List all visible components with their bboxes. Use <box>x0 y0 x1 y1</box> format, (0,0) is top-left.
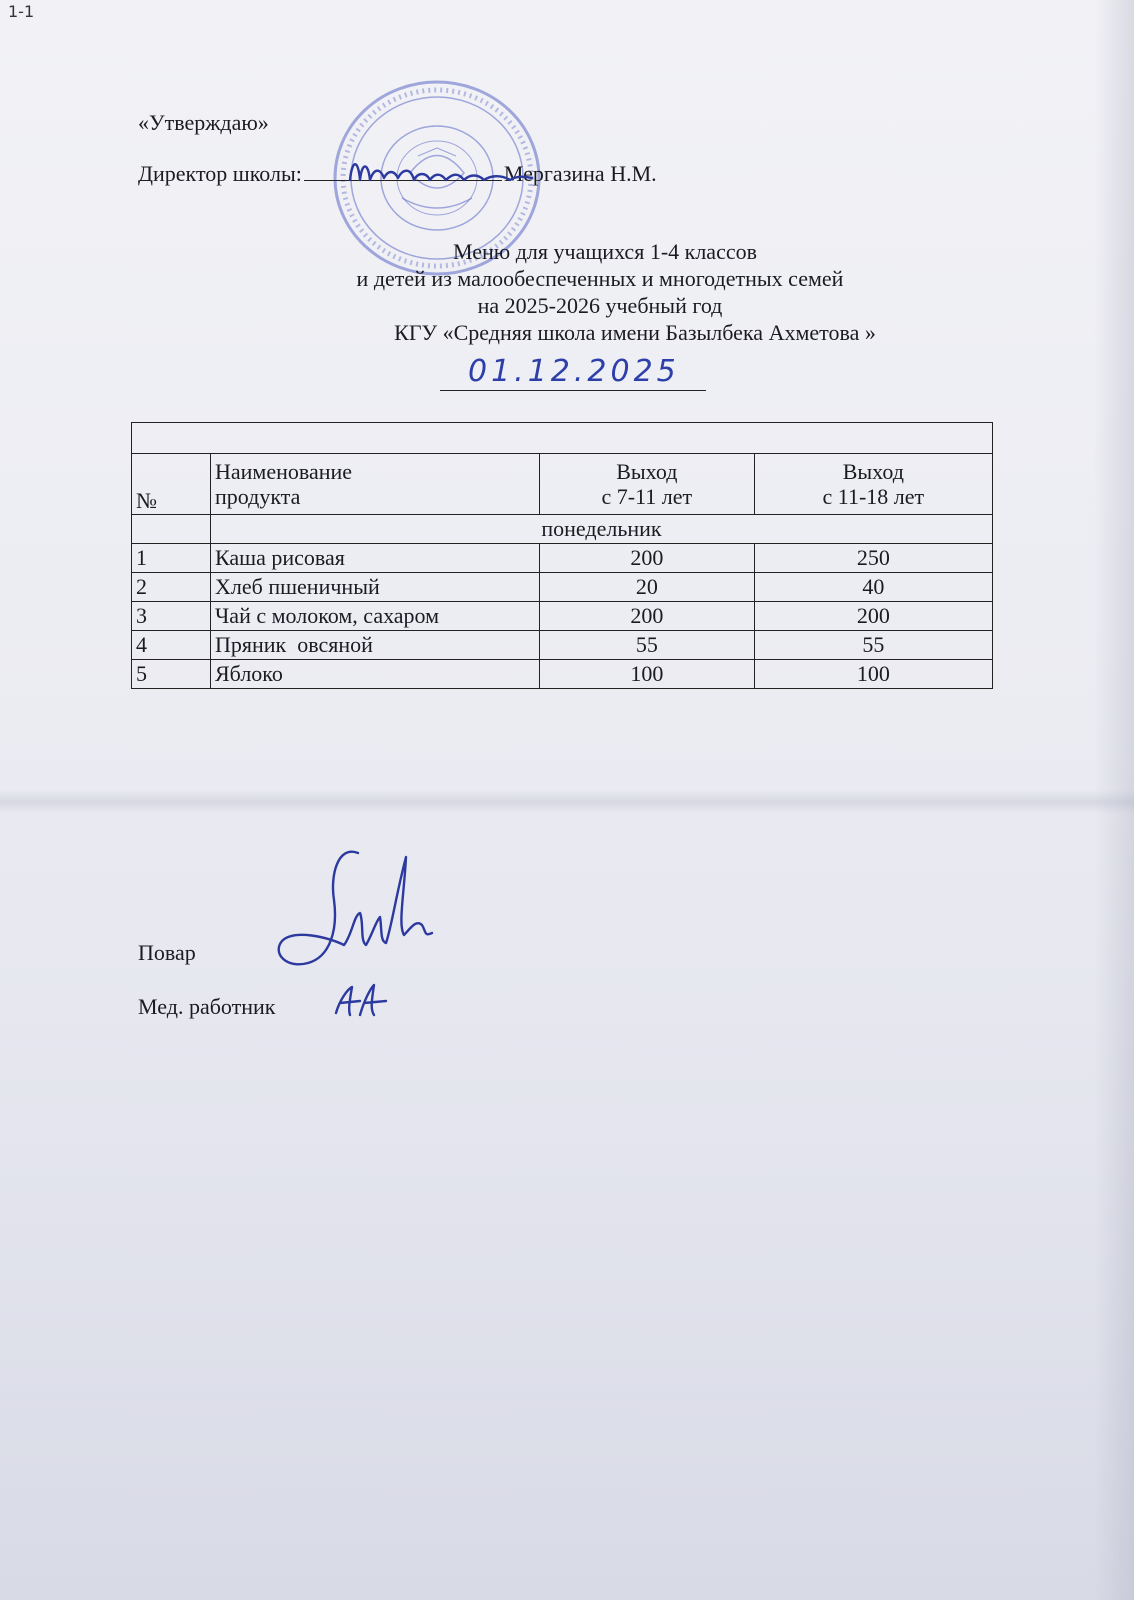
row-num: 1 <box>132 544 211 573</box>
corner-mark: 1-1 <box>8 2 35 21</box>
table-row <box>132 631 993 660</box>
row-name: Пряник овсяной <box>211 631 540 660</box>
menu-heading <box>220 238 980 346</box>
row-out1: 100 <box>540 660 755 689</box>
row-out1: 55 <box>540 631 755 660</box>
date-line <box>440 354 706 391</box>
heading-line-4: КГУ «Средняя школа имени Базылбека Ахметова » <box>394 320 876 345</box>
director-label: Директор школы: <box>138 161 302 186</box>
table-header-row <box>132 454 993 515</box>
table-row <box>132 660 993 689</box>
director-name: Мергазина Н.М. <box>503 161 657 186</box>
row-out2: 55 <box>754 631 992 660</box>
handwritten-date: 01.12.2025 <box>468 354 680 389</box>
cook-signature <box>268 845 438 980</box>
heading-line-1: Меню для учащихся 1-4 классов <box>452 239 757 264</box>
header-output-11-18: Выход с 11-18 лет <box>754 454 992 515</box>
director-signature <box>340 150 540 195</box>
row-num: 3 <box>132 602 211 631</box>
row-name: Чай с молоком, сахаром <box>211 602 540 631</box>
row-out1: 200 <box>540 602 755 631</box>
row-out2: 200 <box>754 602 992 631</box>
paper-shadow <box>1094 0 1134 1600</box>
cook-label: Повар <box>138 940 196 965</box>
header-name: Наименование продукта <box>211 454 540 515</box>
header-output-7-11: Выход с 7-11 лет <box>540 454 755 515</box>
row-num: 4 <box>132 631 211 660</box>
header-num: № <box>132 454 211 515</box>
row-name: Яблоко <box>211 660 540 689</box>
table-row <box>132 602 993 631</box>
heading-line-3: на 2025-2026 учебный год <box>477 293 723 318</box>
day-row <box>132 515 993 544</box>
row-num: 2 <box>132 573 211 602</box>
medic-label: Мед. работник <box>138 994 276 1019</box>
heading-line-2: и детей из малообеспеченных и многодетных семей <box>356 266 844 291</box>
day-label: понедельник <box>211 515 993 544</box>
menu-table <box>131 422 993 689</box>
row-out2: 40 <box>754 573 992 602</box>
table-top-row <box>132 423 993 454</box>
row-name: Каша рисовая <box>211 544 540 573</box>
table-row <box>132 573 993 602</box>
table-row <box>132 544 993 573</box>
row-num: 5 <box>132 660 211 689</box>
row-name: Хлеб пшеничный <box>211 573 540 602</box>
medic-signature <box>330 975 390 1025</box>
row-out1: 200 <box>540 544 755 573</box>
row-out2: 100 <box>754 660 992 689</box>
row-out2: 250 <box>754 544 992 573</box>
row-out1: 20 <box>540 573 755 602</box>
paper-fold <box>0 790 1134 814</box>
approval-title: «Утверждаю» <box>138 110 269 135</box>
